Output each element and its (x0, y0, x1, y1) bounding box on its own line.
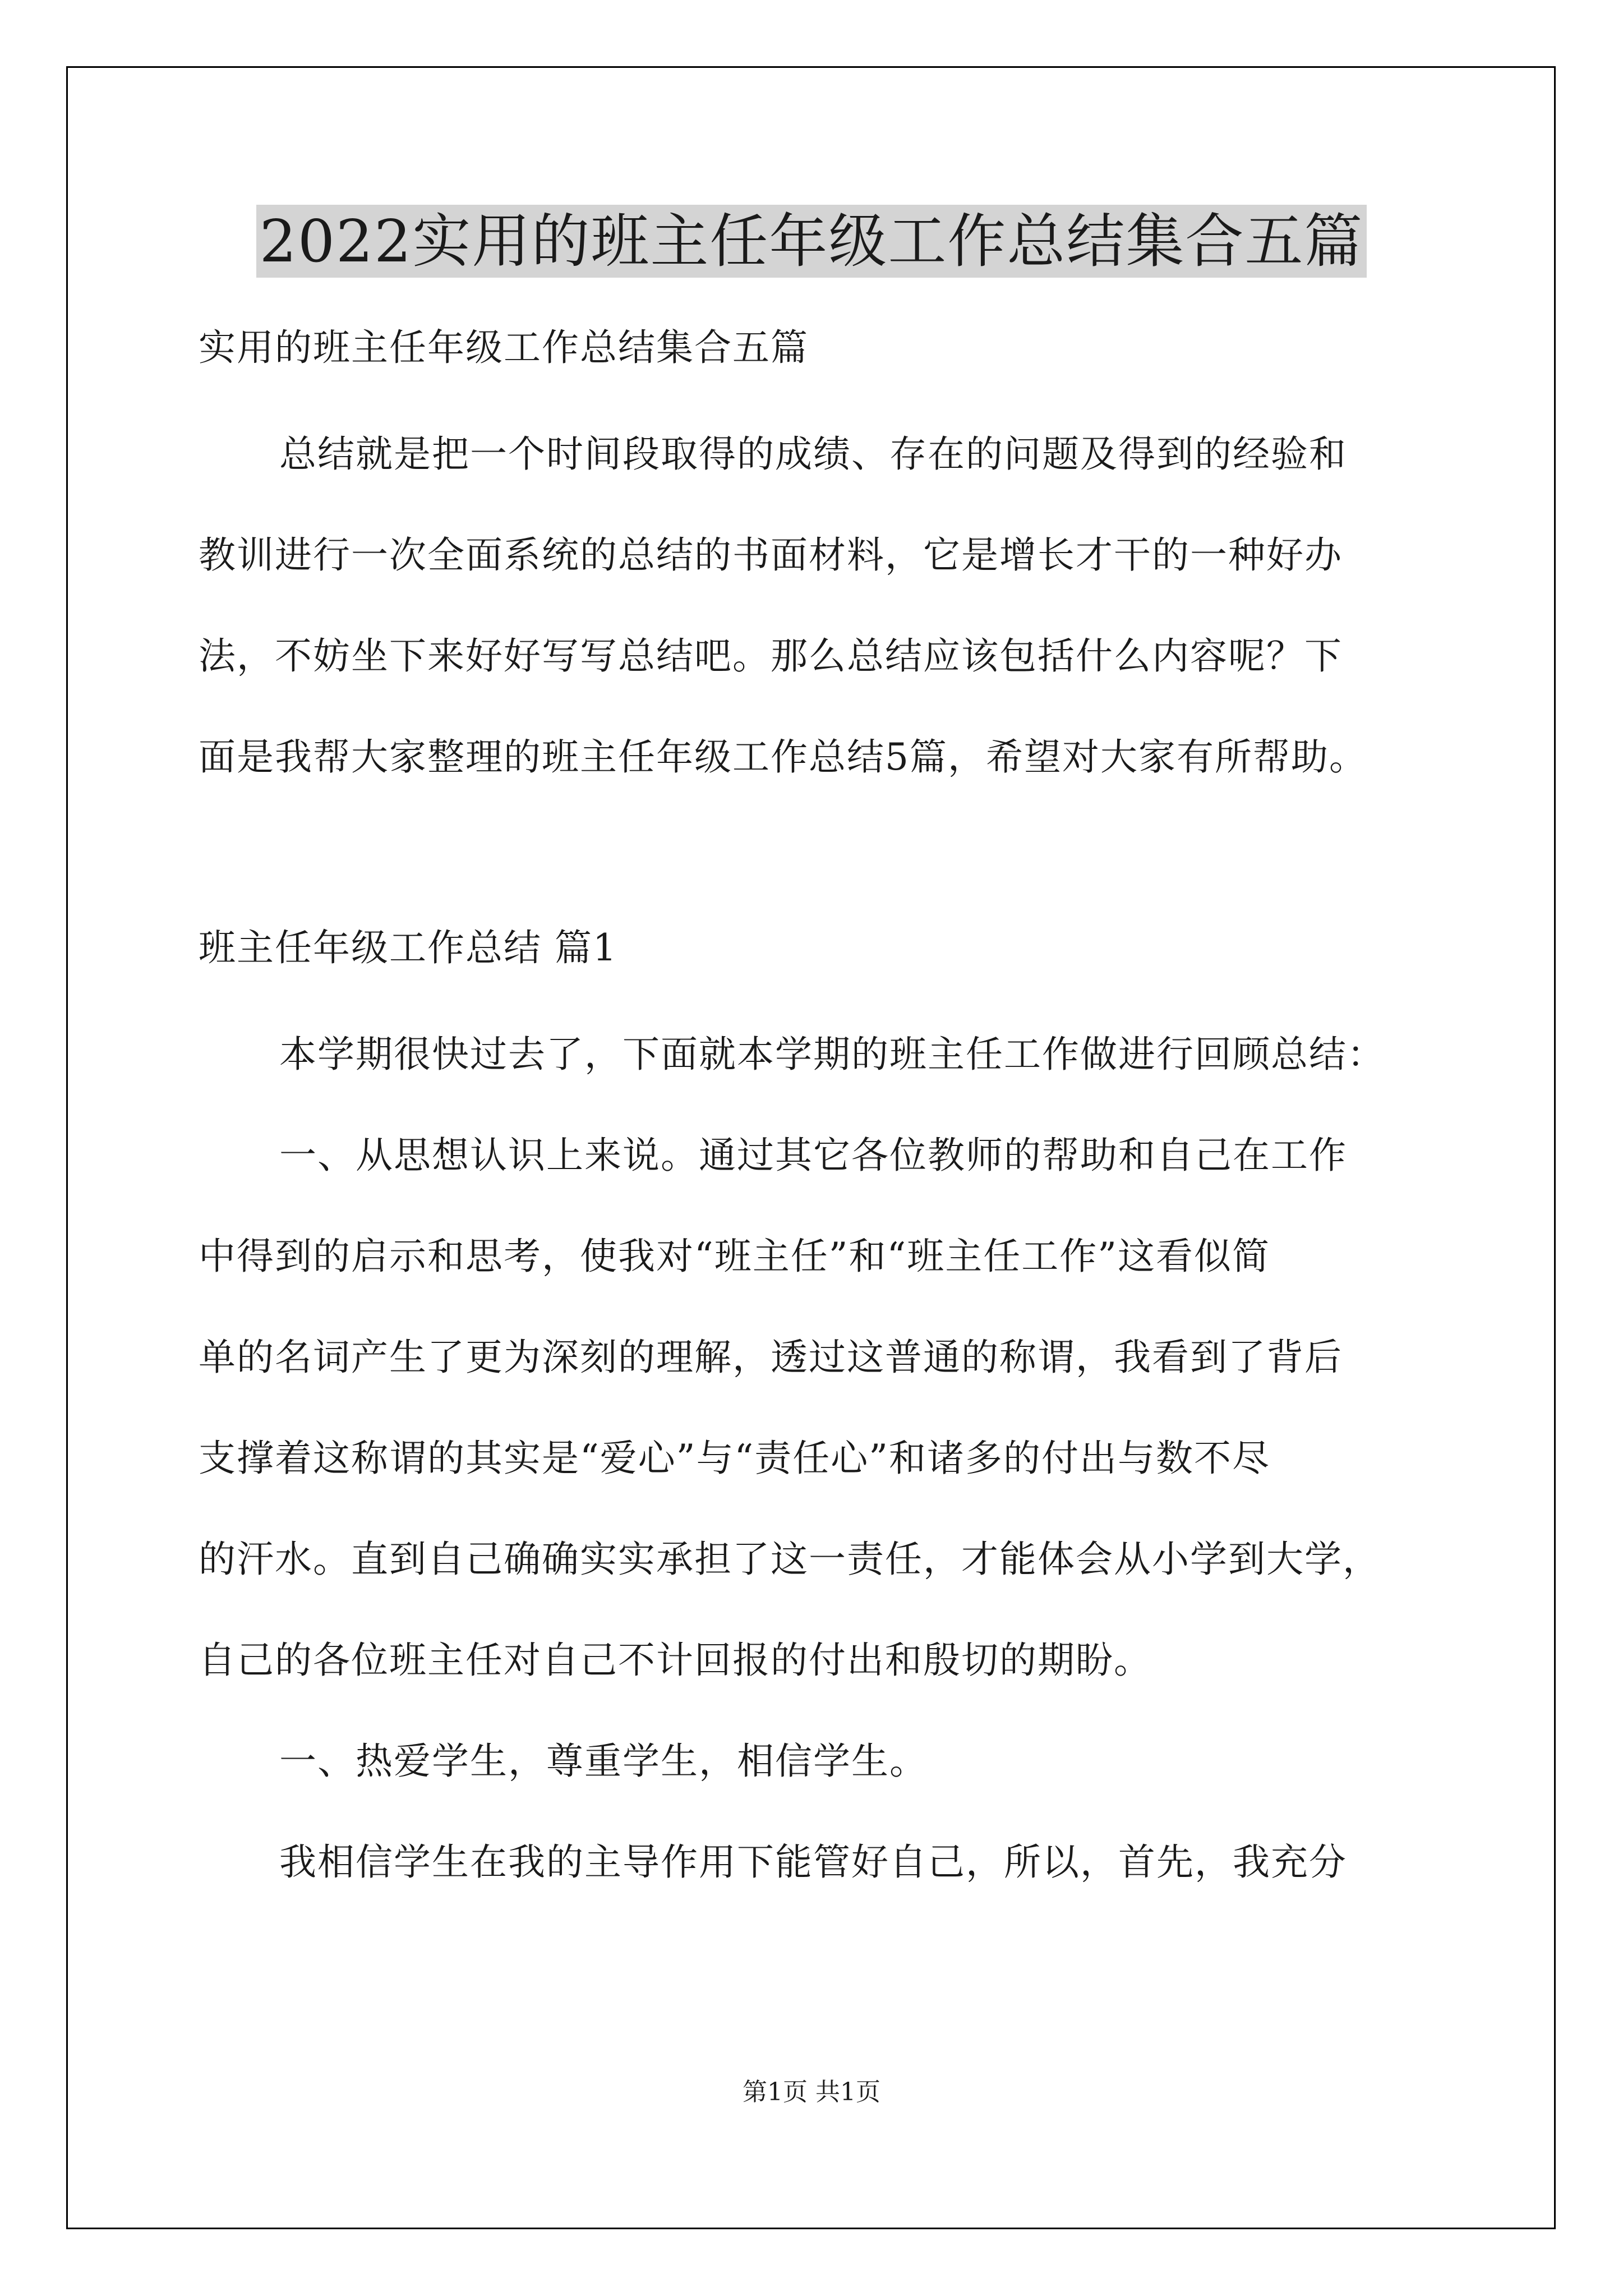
intro-line: 总结就是把一个时间段取得的成绩、存在的问题及得到的经验和 (279, 432, 1347, 476)
body-line: 本学期很快过去了，下面就本学期的班主任工作做进行回顾总结： (279, 1033, 1385, 1076)
body-line: 我相信学生在我的主导作用下能管好自己，所以，首先，我充分 (279, 1841, 1347, 1884)
document-subtitle: 实用的班主任年级工作总结集合五篇 (199, 326, 809, 369)
body-line: 单的名词产生了更为深刻的理解，透过这普通的称谓，我看到了背后 (199, 1336, 1343, 1379)
intro-line: 法，不妨坐下来好好写写总结吧。那么总结应该包括什么内容呢？下 (199, 634, 1343, 678)
body-line: 一、从思想认识上来说。通过其它各位教师的帮助和自己在工作 (279, 1134, 1347, 1177)
intro-line: 教训进行一次全面系统的总结的书面材料，它是增长才干的一种好办 (199, 533, 1343, 577)
title-text: 2022实用的班主任年级工作总结集合五篇 (256, 205, 1367, 278)
body-line: 一、热爱学生，尊重学生，相信学生。 (279, 1740, 928, 1783)
body-line: 自己的各位班主任对自己不计回报的付出和殷切的期盼。 (199, 1639, 1152, 1682)
body-line: 的汗水。直到自己确确实实承担了这一责任，才能体会从小学到大学， (199, 1538, 1381, 1581)
body-line: 中得到的启示和思考，使我对“班主任”和“班主任工作”这看似简 (199, 1235, 1270, 1278)
intro-line: 面是我帮大家整理的班主任年级工作总结5篇，希望对大家有所帮助。 (199, 735, 1367, 779)
page-number: 第1页 共1页 (743, 2078, 880, 2106)
section-heading: 班主任年级工作总结 篇1 (199, 926, 617, 969)
document-title (0, 202, 1623, 280)
body-line: 支撑着这称谓的其实是“爱心”与“责任心”和诸多的付出与数不尽 (199, 1437, 1270, 1480)
